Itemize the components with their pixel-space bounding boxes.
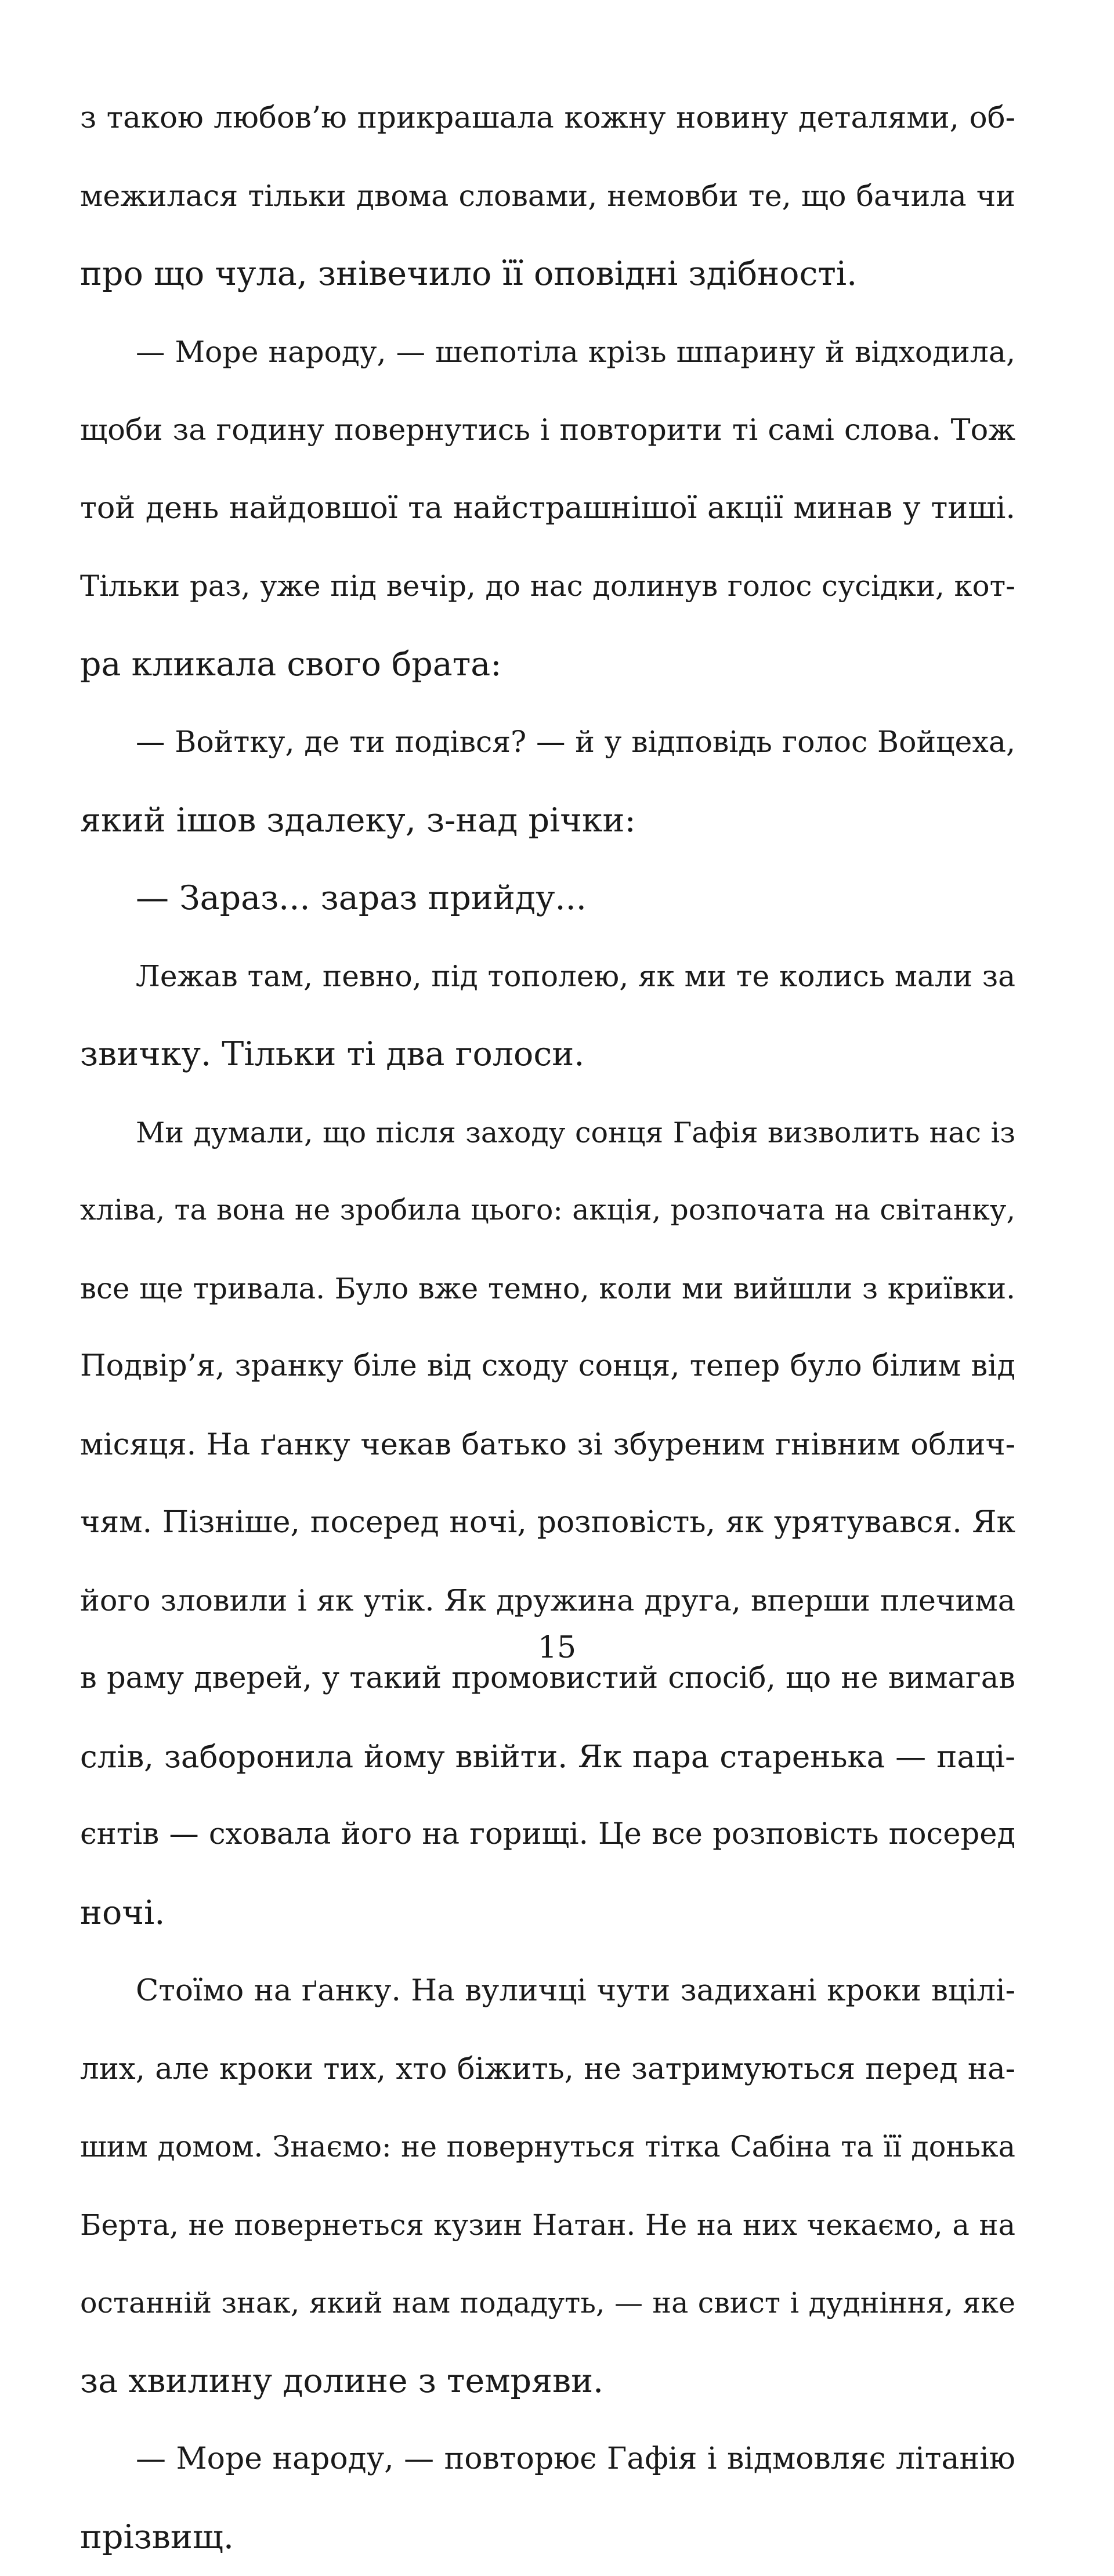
- text-line: останній знак, який нам подадуть, — на свист і дудніння, яке: [80, 2264, 1015, 2342]
- text-line: його зловили і як утік. Як дружина друга, вперши плечима: [80, 1562, 1015, 1640]
- text-line: лих, але кроки тих, хто біжить, не затримуються перед на-: [80, 2030, 1015, 2108]
- text-line: ра кликала свого брата:: [80, 625, 1015, 704]
- text-line: Стоїмо на ґанку. На вуличці чути задихані кроки вцілі-: [80, 1952, 1015, 2030]
- text-line: Лежав там, певно, під тополею, як ми те колись мали за: [80, 938, 1015, 1016]
- text-line: прізвищ.: [80, 2498, 1015, 2576]
- text-line: хліва, та вона не зробила цього: акція, розпочата на світанку,: [80, 1171, 1015, 1250]
- text-line: про що чула, знівечило її оповідні здібності.: [80, 235, 1015, 313]
- text-line: той день найдовшої та найстрашнішої акції минав у тиші.: [80, 469, 1015, 548]
- text-line: чям. Пізніше, посеред ночі, розповість, як урятувався. Як: [80, 1484, 1015, 1562]
- text-line: Тільки раз, уже під вечір, до нас долинув голос сусідки, кот-: [80, 547, 1015, 625]
- text-line: — Войтку, де ти подівся? — й у відповідь голос Войцеха,: [80, 703, 1015, 782]
- text-line: який ішов здалеку, з-над річки:: [80, 782, 1015, 860]
- text-line: єнтів — сховала його на горищі. Це все розповість посеред: [80, 1796, 1015, 1874]
- text-line: слів, заборонила йому ввійти. Як пара старенька — паці-: [80, 1718, 1015, 1796]
- text-line: Ми думали, що після заходу сонця Гафія визволить нас із: [80, 1094, 1015, 1172]
- text-line: все ще тривала. Було вже темно, коли ми вийшли з криївки.: [80, 1250, 1015, 1328]
- text-line: Подвір’я, зранку біле від сходу сонця, тепер було білим від: [80, 1327, 1015, 1406]
- text-line: межилася тільки двома словами, немовби те, що бачила чи: [80, 157, 1015, 236]
- body-text: [80, 79, 1015, 2576]
- text-line: ночі.: [80, 1874, 1015, 1952]
- text-line: звичку. Тільки ті два голоси.: [80, 1015, 1015, 1094]
- text-line: — Море народу, — шепотіла крізь шпарину й відходила,: [80, 313, 1015, 392]
- text-line: в раму дверей, у такий промовистий спосіб, що не вимагав: [80, 1640, 1015, 1718]
- text-line: місяця. На ґанку чекав батько зі збуреним гнівним облич-: [80, 1406, 1015, 1484]
- text-line: щоби за годину повернутись і повторити ті самі слова. Тож: [80, 391, 1015, 469]
- text-line: Берта, не повернеться кузин Натан. Не на них чекаємо, а на: [80, 2186, 1015, 2264]
- text-line: з такою любов’ю прикрашала кожну новину деталями, об-: [80, 79, 1015, 157]
- text-line: — Зараз... зараз прийду...: [80, 859, 1015, 938]
- text-line: — Море народу, — повторює Гафія і відмовляє літанію: [80, 2420, 1015, 2498]
- text-line: за хвилину долине з темряви.: [80, 2342, 1015, 2421]
- page-number: 15: [0, 1625, 1114, 1671]
- text-line: шим домом. Знаємо: не повернуться тітка Сабіна та її донька: [80, 2108, 1015, 2186]
